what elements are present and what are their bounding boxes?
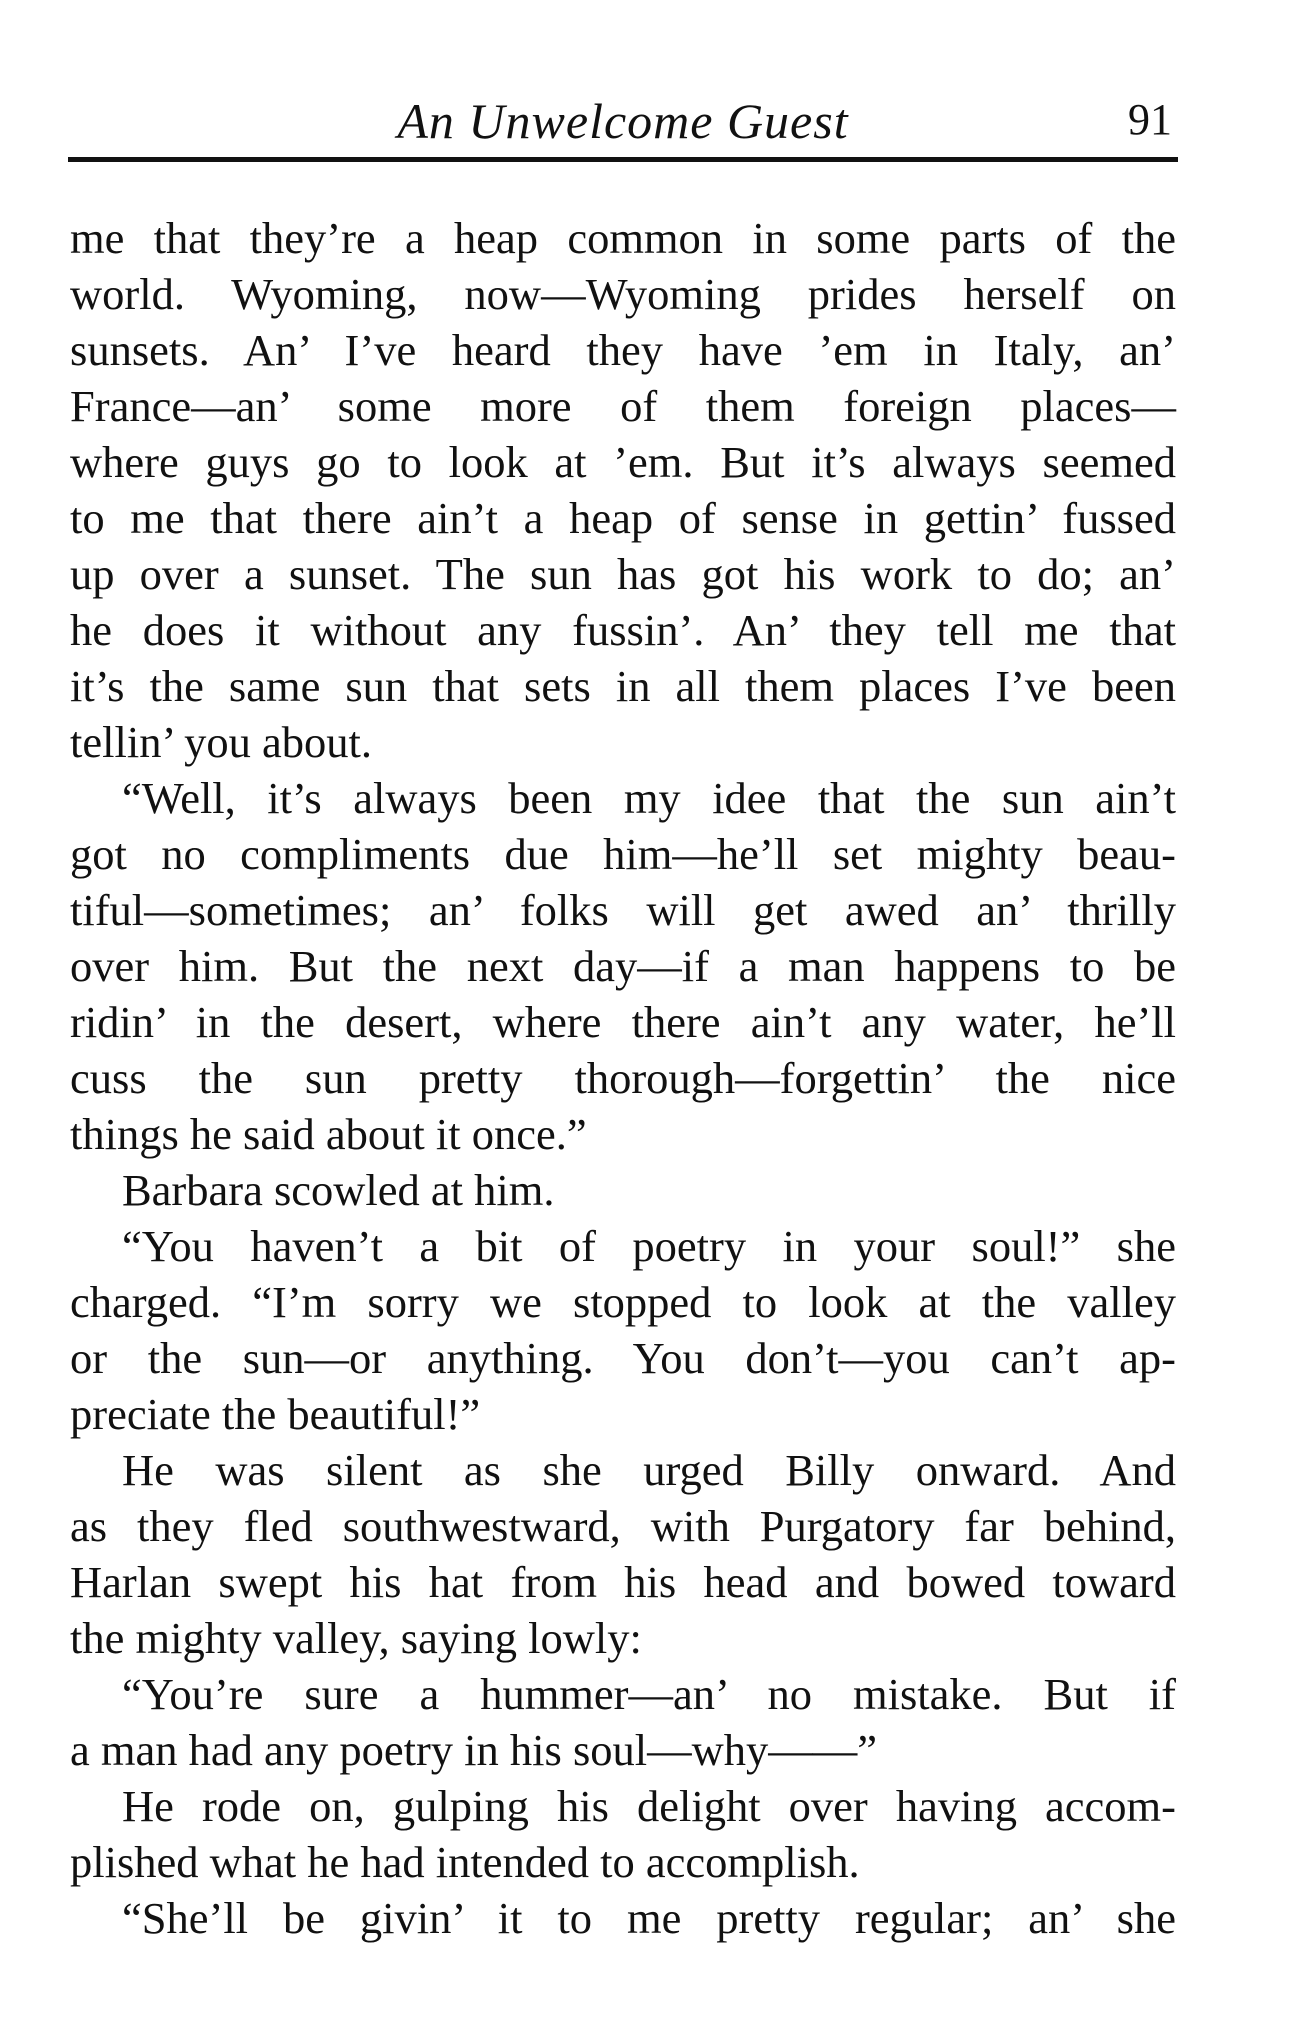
text-line: a man had any poetry in his soul—why——” — [70, 1725, 878, 1775]
text-line: the mighty valley, saying lowly: — [70, 1613, 642, 1663]
text-line: “Well, it’s always been my idee that the sun ain’t — [122, 773, 1176, 823]
text-line: He rode on, gulping his delight over having accom- — [122, 1781, 1176, 1831]
text-line: got no compliments due him—he’ll set mighty beau- — [70, 829, 1176, 879]
text-line: or the sun—or anything. You don’t—you can’t ap- — [70, 1333, 1176, 1383]
body-text — [70, 210, 1176, 1946]
text-line: as they fled southwestward, with Purgatory far behind, — [70, 1501, 1176, 1551]
text-line: “You’re sure a hummer—an’ no mistake. But if — [122, 1669, 1176, 1719]
text-line: ridin’ in the desert, where there ain’t any water, he’ll — [70, 997, 1176, 1047]
text-line: he does it without any fussin’. An’ they tell me that — [70, 605, 1176, 655]
text-line: cuss the sun pretty thorough—forgettin’ the nice — [70, 1053, 1176, 1103]
text-line: over him. But the next day—if a man happens to be — [70, 941, 1176, 991]
text-line: Barbara scowled at him. — [122, 1165, 555, 1215]
text-line: world. Wyoming, now—Wyoming prides herself on — [70, 269, 1176, 319]
text-line: to me that there ain’t a heap of sense in gettin’ fussed — [70, 493, 1176, 543]
text-line: “You haven’t a bit of poetry in your soul!” she — [122, 1221, 1176, 1271]
text-line: sunsets. An’ I’ve heard they have ’em in Italy, an’ — [70, 325, 1176, 375]
text-line: up over a sunset. The sun has got his work to do; an’ — [70, 549, 1176, 599]
text-line: Harlan swept his hat from his head and bowed toward — [70, 1557, 1176, 1607]
text-line: things he said about it once.” — [70, 1109, 587, 1159]
text-line: “She’ll be givin’ it to me pretty regular; an’ she — [122, 1893, 1176, 1943]
text-line: me that they’re a heap common in some parts of the — [70, 213, 1176, 263]
text-line: tiful—sometimes; an’ folks will get awed an’ thrilly — [70, 885, 1176, 935]
text-line: He was silent as she urged Billy onward. And — [122, 1445, 1176, 1495]
text-line: it’s the same sun that sets in all them places I’ve been — [70, 661, 1176, 711]
text-line: plished what he had intended to accomplish. — [70, 1837, 860, 1887]
page-header — [68, 92, 1178, 154]
text-line: where guys go to look at ’em. But it’s always seemed — [70, 437, 1176, 487]
running-title: An Unwelcome Guest — [397, 93, 849, 149]
text-line: tellin’ you about. — [70, 717, 372, 767]
page-number: 91 — [1128, 95, 1172, 144]
text-line: preciate the beautiful!” — [70, 1389, 481, 1439]
header-rule — [68, 157, 1178, 162]
text-line: France—an’ some more of them foreign places— — [70, 381, 1176, 431]
text-line: charged. “I’m sorry we stopped to look at the valley — [70, 1277, 1176, 1327]
